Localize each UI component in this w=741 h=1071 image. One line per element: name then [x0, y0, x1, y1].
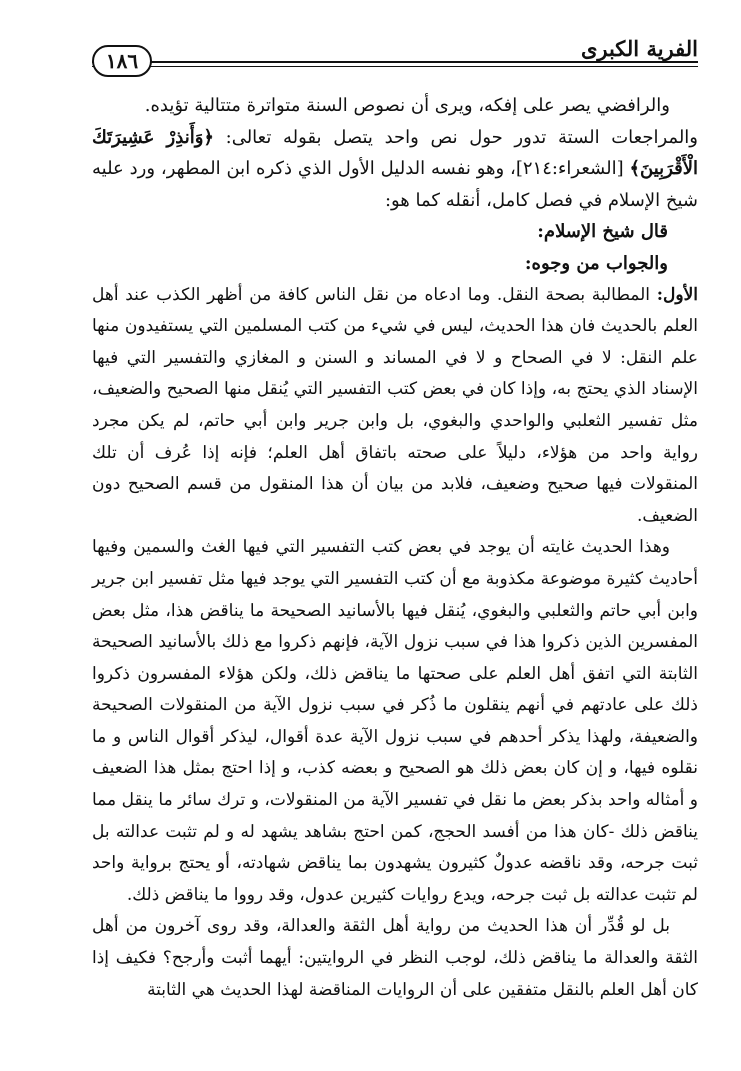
page-body	[92, 90, 698, 1006]
paragraph-2-intro: والمراجعات الستة تدور حول نص واحد يتصل بقوله تعالى:	[225, 126, 698, 148]
paragraph-2-rest: [الشعراء:٢١٤]، وهو نفسه الدليل الأول الذي ذكره ابن المطهر، ورد عليه شيخ الإسلام في فصل كامل، أنقله كما هو:	[92, 158, 698, 211]
quoted-paragraph-2: وهذا الحديث غايته أن يوجد في بعض كتب التفسير التي فيها الغث والسمين وفيها أحاديث كثيرة موضوعة مكذوبة مع أن كتب التفسير التي يوجد فيها مثل تفسير ابن جرير وابن أبي حاتم والثعلبي والبغوي، يُنقل فيها بالأسانيد الصحيحة ما يناقض هذا، مثل بعض المفسرين الذين ذكروا هذا في سبب نزول الآية، فإنهم ذكروا مع ذلك بالأسانيد الصحيحة الثابتة التي اتفق أهل العلم على صحتها ما يناقض ذلك، ولكن هؤلاء المفسرون ذكروا ذلك على عادتهم في أنهم ينقلون ما ذُكر في سبب نزول الآية من المنقولات الصحيحة والضعيفة، ولهذا يذكر أحدهم في سبب نزول الآية عدة أقوال، ليذكر أقوال الناس و ما نقلوه فيها، و إن كان بعض ذلك هو الصحيح و بعضه كذب، و إذا احتج بمثل هذا الضعيف و أمثاله واحد بذكر بعض ما نقل في تفسير الآية من المنقولات، و ترك سائر ما ينقل مما يناقض ذلك -كان هذا من أفسد الحجج، كمن احتج بشاهد يشهد له و لم تثبت عدالته بل ثبت جرحه، وقد ناقضه عدولٌ كثيرون يشهدون بما يناقض شهادته، أو يحتج برواية واحد لم تثبت عدالته بل ثبت جرحه، ويدع روايات كثيرين عدول، وقد رووا ما يناقض ذلك.	[92, 537, 698, 905]
quoted-point-1	[92, 280, 698, 533]
subheading-sheikh: قال شيخ الإسلام:	[537, 221, 668, 243]
subheading-answer: والجواب من وجوه:	[524, 252, 668, 274]
point-1-text: المطالبة بصحة النقل. وما ادعاه من نقل الناس كافة من أظهر الكذب عند أهل العلم بالحديث فان هذا الحديث، ليس في شيء من كتب المسلمين التي يستفيدون منها علم النقل: لا في الصحاح و لا في المساند و السنن و المغازي والتفسير التي فيها الإسناد الذي يحتج به، وإذا كان في بعض كتب التفسير التي يُنقل منها الصحيح والضعيف، مثل تفسير الثعلبي والواحدي والبغوي، بل وابن جرير وابن أبي حاتم، لم يكن مجرد رواية واحد من هؤلاء، دليلاً على صحته باتفاق أهل العلم؛ فإنه إذا عُرف أن تلك المنقولات فيها صحيح وضعيف، فلابد من بيان أن هذا المنقول من قسم الصحيح دون الضعيف.	[92, 284, 698, 526]
page-number: ١٨٦	[92, 45, 152, 77]
page-header	[92, 36, 698, 88]
header-rule	[92, 61, 698, 63]
quoted-paragraph-3: بل لو قُدِّر أن هذا الحديث من رواية أهل الثقة والعدالة، وقد روى آخرون من أهل الثقة والعدالة ما يناقض ذلك، لوجب النظر في الروايتين: أيهما أثبت وأرجح؟ فكيف إذا كان أهل العلم بالنقل متفقين على أن الروايات المناقضة لهذا الحديث هي الثابتة	[92, 916, 698, 1000]
quran-verse: ﴿وَأَنذِرْ عَشِيرَتَكَ الْأَقْرَبِينَ﴾	[92, 126, 698, 180]
running-title: الفرية الكبرى	[580, 36, 698, 61]
paragraph-2	[92, 122, 698, 217]
paragraph-1: والرافضي يصر على إفكه، ويرى أن نصوص السنة متواترة متتالية تؤيده.	[144, 95, 670, 116]
point-1-label: الأول:	[656, 284, 698, 305]
header-rule-thin	[92, 66, 698, 67]
